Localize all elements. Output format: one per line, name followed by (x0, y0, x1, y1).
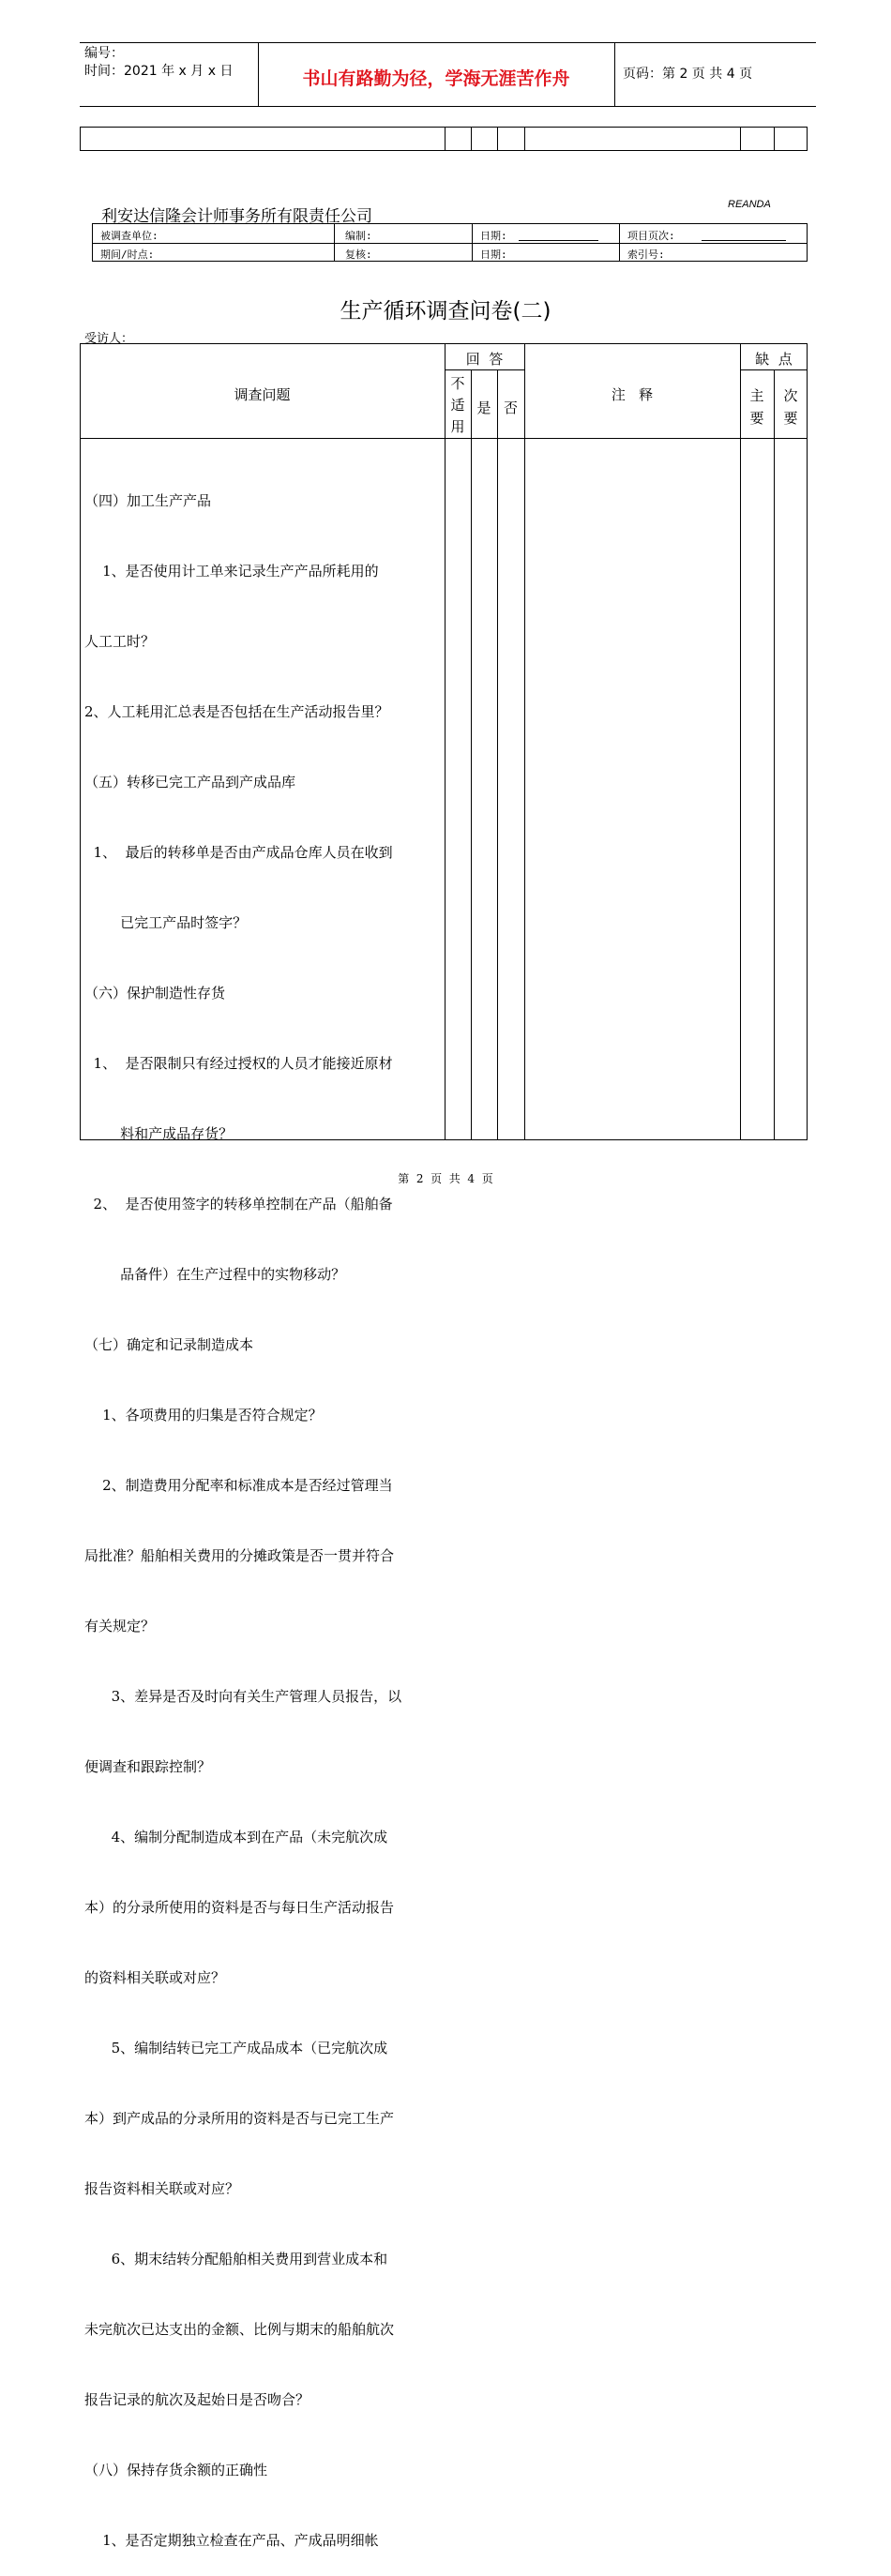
time-label: 时间：2021 年 x 月 x 日 (84, 64, 234, 79)
column-divider (497, 369, 498, 1140)
column-divider (740, 343, 741, 1140)
defect-column-header: 缺 点 (755, 351, 793, 368)
info-table-divider (472, 223, 473, 262)
answer-header-rule (445, 369, 524, 370)
question-line: 未完航次已达支出的金额、比例与期末的船舶航次 (84, 2321, 395, 2338)
header-divider (614, 42, 615, 106)
date-label: 日期: (480, 230, 507, 242)
grid-divider (774, 127, 775, 151)
date-underline (519, 240, 598, 241)
question-column-header: 调查问题 (234, 386, 291, 403)
page-code: 页码：第 2 页 共 4 页 (623, 67, 753, 82)
grid-divider (740, 127, 741, 151)
column-divider (471, 369, 472, 1140)
question-line: 本）到产成品的分录所用的资料是否与已完工生产 (84, 2110, 395, 2127)
question-line: （七）确定和记录制造成本 (84, 1336, 254, 1353)
question-line: （八）保持存货余额的正确性 (84, 2462, 268, 2478)
header-bottom-rule (80, 106, 816, 107)
question-line: （四）加工生产产品 (84, 492, 212, 509)
company-name: 利安达信隆会计师事务所有限责任公司 (101, 207, 372, 226)
question-line: 1、是否定期独立检查在产品、产成品明细帐 (84, 2532, 379, 2549)
question-line: 1、是否使用计工单来记录生产产品所耗用的 (84, 563, 379, 580)
company-logo-text: REANDA (728, 199, 771, 210)
question-line: 5、编制结转已完工产成品成本（已完航次成 (84, 2040, 388, 2056)
yes-column-header: 是 (476, 399, 491, 416)
question-line: 本）的分录所使用的资料是否与每日生产活动报告 (84, 1899, 395, 1916)
page-title: 生产循环调查问卷(二) (340, 299, 551, 324)
question-list (84, 443, 443, 2576)
info-table-divider (334, 223, 335, 262)
blank-row (80, 127, 808, 151)
question-line: 2、制造费用分配率和标准成本是否经过管理当 (84, 1477, 393, 1494)
date-label: 日期: (480, 249, 507, 261)
na-column-header: 不 适 用 (450, 375, 465, 435)
question-line: 有关规定？ (84, 1618, 156, 1634)
no-column-header: 否 (503, 399, 518, 416)
grid-divider (445, 127, 446, 151)
motto: 书山有路勤为径，学海无涯苦作舟 (302, 68, 570, 89)
question-line: 2、人工耗用汇总表是否包括在生产活动报告里？ (84, 703, 389, 720)
question-line: 报告资料相关联或对应？ (84, 2180, 240, 2197)
question-line: 已完工产品时签字？ (84, 914, 248, 931)
question-line: （五）转移已完工产品到产成品库 (84, 774, 296, 791)
column-divider (524, 343, 525, 1140)
number-label: 编号： (84, 46, 124, 61)
grid-divider (524, 127, 525, 151)
defect-header-rule (740, 369, 808, 370)
page-footer: 第 2 页 共 4 页 (398, 1172, 493, 1185)
surveyed-unit-label: 被调查单位: (100, 230, 159, 242)
question-line: 1、 最后的转移单是否由产成品仓库人员在收到 (84, 844, 393, 861)
question-line: 1、各项费用的归集是否符合规定？ (84, 1407, 323, 1424)
question-line: 局批准？船舶相关费用的分摊政策是否一贯并符合 (84, 1547, 395, 1564)
question-line: 3、差异是否及时向有关生产管理人员报告，以 (84, 1688, 402, 1705)
question-line: 料和产成品存货？ (84, 1125, 234, 1142)
notes-column-header: 注 释 (611, 386, 654, 403)
interviewee-label: 受访人： (84, 332, 134, 346)
question-line: 6、期末结转分配船舶相关费用到营业成本和 (84, 2251, 388, 2267)
grid-divider (497, 127, 498, 151)
question-line: （六）保护制造性存货 (84, 985, 226, 1002)
question-line: 的资料相关联或对应？ (84, 1969, 226, 1986)
question-line: 2、 是否使用签字的转移单控制在产品（船舶备 (84, 1196, 393, 1213)
project-page-underline (702, 240, 786, 241)
grid-divider (471, 127, 472, 151)
project-page-label: 项目页次: (627, 230, 675, 242)
info-table-divider (619, 223, 620, 262)
question-line: 便调查和跟踪控制？ (84, 1758, 212, 1775)
question-line: 1、 是否限制只有经过授权的人员才能接近原材 (84, 1055, 393, 1072)
question-line: 品备件）在生产过程中的实物移动？ (84, 1266, 346, 1283)
header-top-rule (80, 42, 816, 43)
reviewed-by-label: 复核: (345, 249, 372, 261)
question-line: 报告记录的航次及起始日是否吻合？ (84, 2391, 310, 2408)
prepared-by-label: 编制: (345, 230, 372, 242)
question-line: 4、编制分配制造成本到在产品（未完航次成 (84, 1829, 388, 1845)
info-table-rule (92, 243, 808, 244)
index-no-label: 索引号: (627, 249, 665, 261)
column-divider (445, 343, 446, 1140)
question-line: 人工工时？ (84, 633, 156, 650)
header-bottom-rule (80, 438, 808, 439)
major-column-header: 主 要 (749, 387, 764, 427)
minor-column-header: 次 要 (783, 387, 798, 427)
answer-column-header: 回 答 (465, 351, 504, 368)
period-label: 期间/时点: (100, 249, 155, 261)
column-divider (774, 369, 775, 1140)
